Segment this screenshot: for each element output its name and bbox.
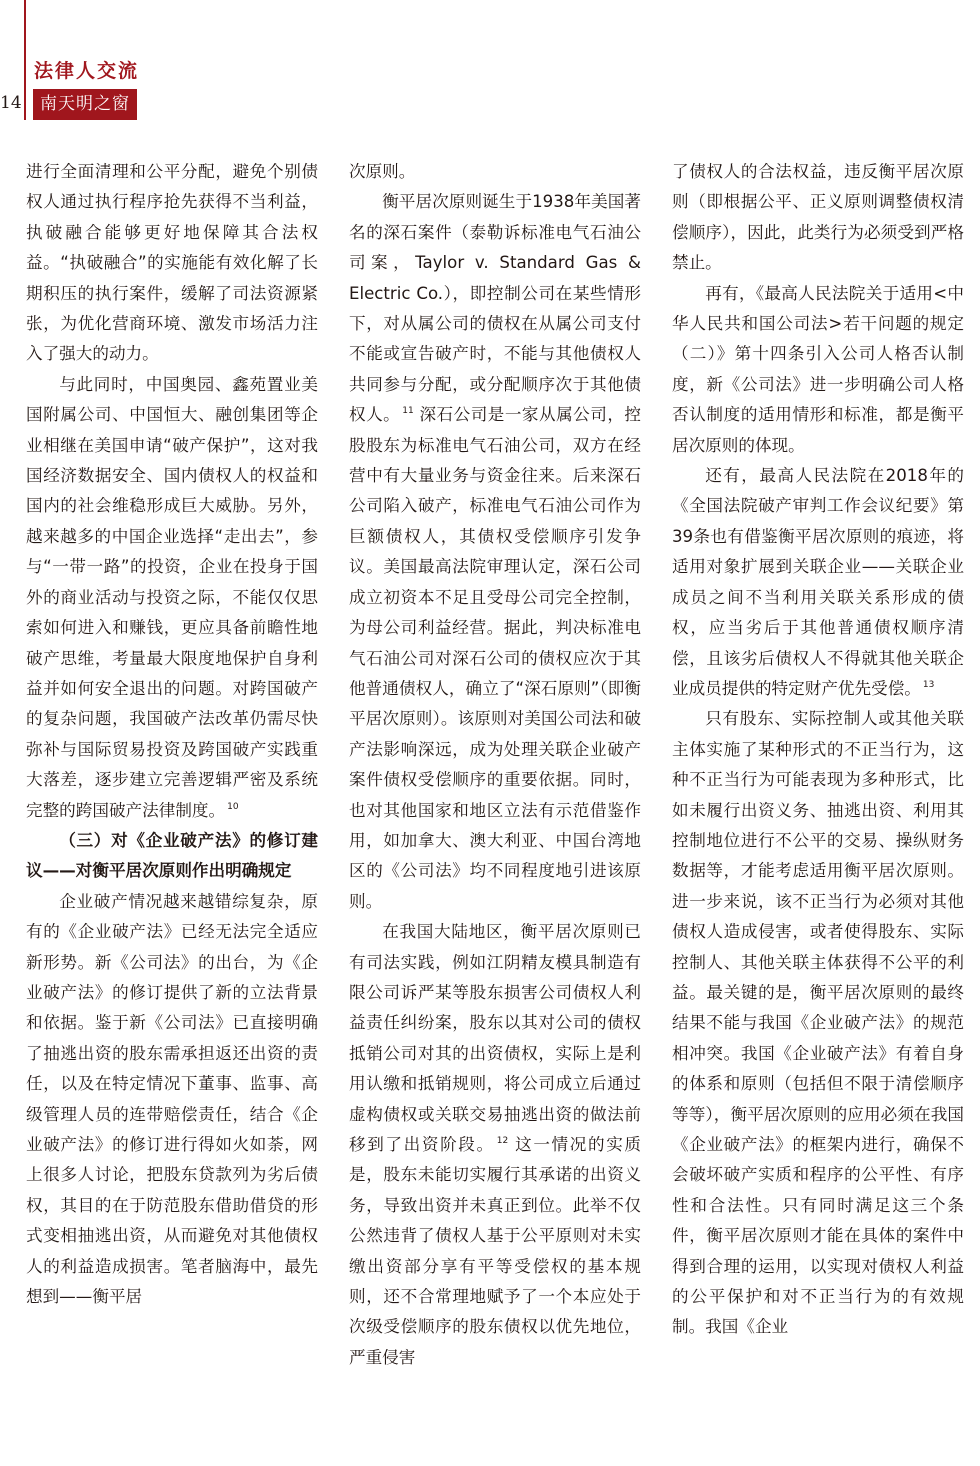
section-title: 法律人交流 [34, 60, 140, 82]
page-number: 14 [0, 93, 22, 113]
text-column-1 [26, 157, 318, 1312]
paragraph: 了债权人的合法权益，违反衡平居次原则（即根据公平、正义原则调整债权清偿顺序），因此，此类行为必须受到严格禁止。 [672, 162, 964, 273]
header-rule [24, 0, 26, 120]
footnote-marker: 10 [227, 801, 239, 812]
paragraph: 再有，《最高人民法院关于适用<中华人民共和国公司法>若干问题的规定（二）》第十四条引入公司人格否认制度，新《公司法》进一步明确公司人格否认制度的适用情形和标准，都是衡平居次原则的体现。 [672, 283, 964, 455]
text-column-2 [349, 157, 641, 1373]
footnote-marker: 11 [402, 406, 414, 417]
paragraph: 衡平居次原则诞生于1938年美国著名的深石案件（泰勒诉标准电气石油公司案，Taylor v. Standard Gas & Electric Co.），即控制公司在某些情形下，对从属公司的债权在从属公司支付不能或宣告破产时，不能与其他债权人共同参与分配，或分配顺序次于其他债权人。 $^{11}$ 深石公司是一家从属公司，控股股东为标准电气石油公司，双方在经营中有大量业务与资金往来。后来深石公司陷入破产，标准电气石油公司作为巨额债权人，其债权受偿顺序引发争议。美国最高法院审理认定，深石公司成立初资本不足且受母公司完全控制，为母公司利益经营。据此，判决标准电气石油公司对深石公司的债权应次于其他普通债权人，确立了“深石原则”（即衡平居次原则）。该原则对美国公司法和破产法影响深远，成为处理关联企业破产案件债权受偿顺序的重要依据。同时，也对其他国家和地区立法有示范借鉴作用，如加拿大、澳大利亚、中国台湾地区的《公司法》均不同程度地引进该原则。 [349, 192, 642, 911]
text-column-3 [672, 157, 964, 1343]
paragraph: 次原则。 [349, 162, 416, 181]
paragraph: 在我国大陆地区，衡平居次原则已有司法实践，例如江阴精友模具制造有限公司诉严某等股东损害公司债权人利益责任纠纷案，股东以其对公司的债权抵销公司对其的出资债权，实际上是利用认缴和抵销规则，将公司成立后通过虚构债权或关联交易抽逃出资的做法前移到了出资阶段。 $^{12}$ 这一情况的实质是，股东未能切实履行其承诺的出资义务，导致出资并未真正到位。此举不仅公然违背了债权人基于公平原则对未实缴出资部分享有平等受偿权的基本规则，还不合常理地赋予了一个本应处于次级受偿顺序的股东债权以优先地位，严重侵害 [349, 922, 642, 1367]
footnote-marker: 12 [496, 1136, 509, 1146]
paragraph: 企业破产情况越来越错综复杂，原有的《企业破产法》已经无法完全适应新形势。新《公司法》的出台，为《企业破产法》的修订提供了新的立法背景和依据。鉴于新《公司法》已直接明确了抽逃出资的股东需承担返还出资的责任，以及在特定情况下董事、监事、高级管理人员的连带赔偿责任，结合《企业破产法》的修订进行得如火如荼，网上很多人讨论，把股东贷款列为劣后债权，其目的在于防范股东借助借贷的形式变相抽逃出资，从而避免对其他债权人的利益造成损害。笔者脑海中，最先想到——衡平居 [26, 891, 318, 1307]
footnote-marker: 13 [922, 679, 935, 690]
column-badge: 南天明之窗 [33, 89, 137, 120]
paragraph: 与此同时，中国奥园、鑫苑置业美国附属公司、中国恒大、融创集团等企业相继在美国申请“破产保护”，这对我国经济数据安全、国内债权人的权益和国内的社会维稳形成巨大威胁。另外，越来越多的中国企业选择“走出去”，参与“一带一路”的投资，企业在投身于国外的商业活动与投资之际，不能仅仅思索如何进入和赚钱，更应具备前瞻性地破产思维，考量最大限度地保护自身利益并如何安全退出的问题。对跨国破产的复杂问题，我国破产法改革仍需尽快弥补与国际贸易投资及跨国破产实践重大落差，逐步建立完善逻辑严密及系统完整的跨国破产法律制度。 $^{10}$ [26, 374, 318, 820]
paragraph: 进行全面清理和公平分配，避免个别债权人通过执行程序抢先获得不当利益，执破融合能够更好地保障其合法权益。“执破融合”的实施能有效化解了长期积压的执行案件，缓解了司法资源紧张，为优化营商环境、激发市场活力注入了强大的动力。 [26, 162, 318, 364]
paragraph: 只有股东、实际控制人或其他关联主体实施了某种形式的不正当行为，这种不正当行为可能表现为多种形式，比如未履行出资义务、抽逃出资、利用其控制地位进行不公平的交易、操纵财务数据等，才能考虑适用衡平居次原则。进一步来说，该不正当行为必须对其他债权人造成侵害，或者使得股东、实际控制人、其他关联主体获得不公平的利益。最关键的是，衡平居次原则的最终结果不能与我国《企业破产法》的规范相冲突。我国《企业破产法》有着自身的体系和原则（包括但不限于清偿顺序等等），衡平居次原则的应用必须在我国《企业破产法》的框架内进行，确保不会破坏破产实质和程序的公平性、有序性和合法性。只有同时满足这三个条件，衡平居次原则才能在具体的案件中得到合理的运用，以实现对债权人利益的公平保护和对不正当行为的有效规制。我国《企业 [672, 709, 964, 1337]
subsection-heading: （三）对《企业破产法》的修订建议——对衡平居次原则作出明确规定 [26, 830, 318, 881]
paragraph: 还有，最高人民法院在2018年的《全国法院破产审判工作会议纪要》第39条也有借鉴衡平居次原则的痕迹，将适用对象扩展到关联企业——关联企业成员之间不当利用关联关系形成的债权，应当劣后于其他普通债权顺序清偿，且该劣后债权人不得就其他关联企业成员提供的特定财产优先受偿。 $^{13}$ [672, 466, 964, 698]
